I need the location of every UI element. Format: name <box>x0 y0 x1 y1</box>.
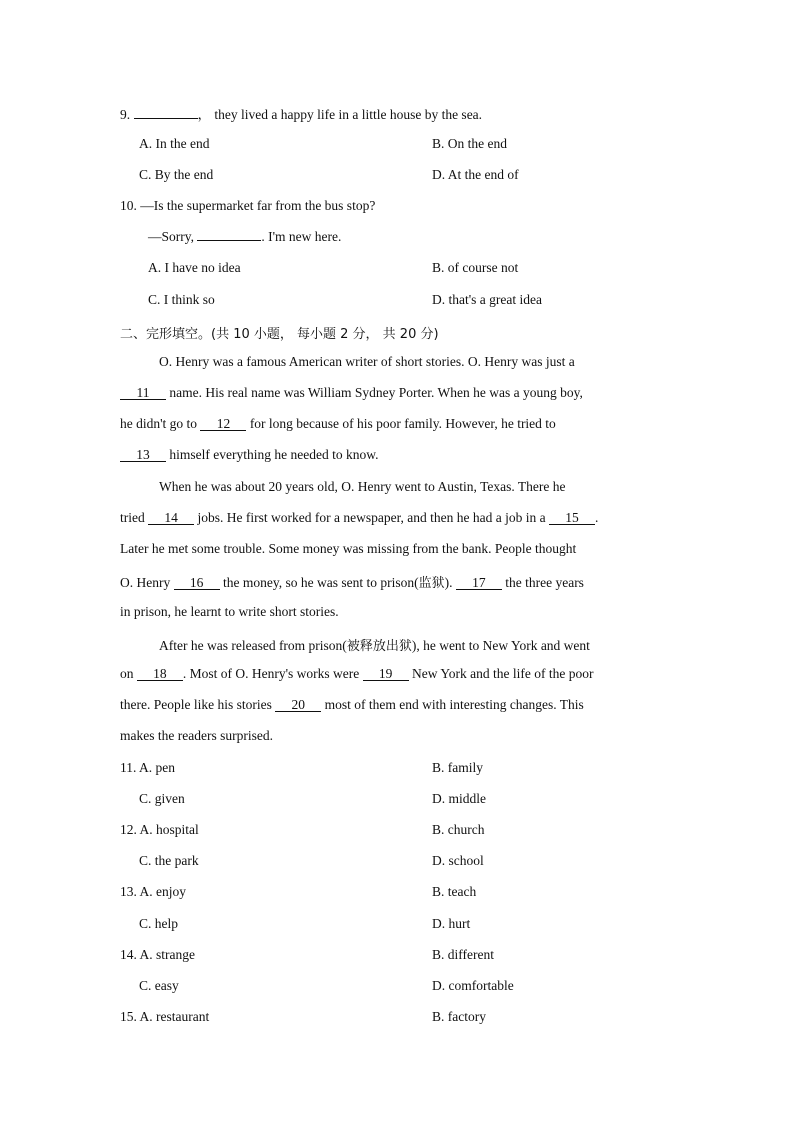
passage-text: 监狱 <box>418 576 445 591</box>
option-b: B. family <box>432 760 483 775</box>
cloze-blank: 16 <box>174 576 220 590</box>
passage-text: O. Henry <box>120 575 174 590</box>
option-a: A. pen <box>139 760 176 775</box>
question-10-stem <box>120 198 375 214</box>
passage-line <box>120 572 584 591</box>
question-text: ， they lived a happy life in a little house by the sea. <box>197 107 483 122</box>
option-c: C. easy <box>139 978 179 993</box>
option-row <box>120 947 195 963</box>
passage-line <box>120 697 584 713</box>
question-text: —Is the supermarket far from the bus stop? <box>140 198 376 213</box>
passage-line <box>159 635 590 654</box>
option-a: A. restaurant <box>139 1009 210 1024</box>
passage-line: When he was about 20 years old, O. Henry went to Austin, Texas. There he <box>159 479 566 494</box>
passage-line <box>120 385 583 401</box>
passage-text: the three years <box>501 575 584 590</box>
option-d: D. middle <box>432 791 486 806</box>
cloze-blank: 11 <box>120 386 166 400</box>
option-a: A. enjoy <box>139 884 187 899</box>
question-number: 13. <box>120 884 137 899</box>
passage-text: for long because of his poor family. However, he tried to <box>246 416 556 431</box>
option-d: D. comfortable <box>432 978 514 993</box>
passage-text: tried <box>120 510 149 525</box>
question-number: 14. <box>120 947 137 962</box>
question-number: 10. <box>120 198 137 213</box>
option-b: B. different <box>432 947 494 962</box>
option-b: B. factory <box>432 1009 486 1024</box>
cloze-blank: 14 <box>148 511 194 525</box>
cloze-blank: 20 <box>275 698 321 712</box>
option-row <box>120 760 175 776</box>
question-9-stem <box>120 103 482 123</box>
passage-line: O. Henry was a famous American writer of short stories. O. Henry was just a <box>159 354 575 369</box>
passage-text: there. People like his stories <box>120 697 276 712</box>
question-number: 15. <box>120 1009 137 1024</box>
passage-text: most of them end with interesting changes. This <box>321 697 584 712</box>
passage-text: . <box>594 510 599 525</box>
question-number: 12. <box>120 822 137 837</box>
option-a: A. In the end <box>139 136 210 151</box>
option-d: D. that's a great idea <box>432 292 543 307</box>
option-d: D. At the end of <box>432 167 519 182</box>
passage-line: in prison, he learnt to write short stories. <box>120 604 339 619</box>
option-c: C. the park <box>139 853 199 868</box>
passage-text: himself everything he needed to know. <box>166 447 379 462</box>
option-b: B. of course not <box>432 260 519 275</box>
option-c: C. I think so <box>148 292 215 307</box>
response-text: —Sorry, <box>148 229 194 244</box>
cloze-blank: 19 <box>363 667 409 681</box>
option-c: C. help <box>139 916 178 931</box>
passage-text: 被释放出狱 <box>346 639 412 654</box>
option-c: C. given <box>139 791 185 806</box>
option-row <box>120 822 199 838</box>
passage-text: New York and the life of the poor <box>408 666 594 681</box>
option-b: B. On the end <box>432 136 507 151</box>
response-text: . I'm new here. <box>261 229 342 244</box>
option-d: D. school <box>432 853 484 868</box>
passage-line <box>120 447 378 463</box>
passage-line: Later he met some trouble. Some money was missing from the bank. People thought <box>120 541 577 556</box>
cloze-blank: 12 <box>200 417 246 431</box>
option-b: B. church <box>432 822 485 837</box>
cloze-blank: 17 <box>456 576 502 590</box>
passage-text: he didn't go to <box>120 416 201 431</box>
passage-text: ), he went to New York and went <box>411 638 590 653</box>
passage-line <box>120 510 598 526</box>
question-number: 9. <box>120 107 131 122</box>
cloze-blank: 15 <box>549 511 595 525</box>
option-d: D. hurt <box>432 916 471 931</box>
question-number: 11. <box>120 760 137 775</box>
passage-line <box>120 416 556 432</box>
option-b: B. teach <box>432 884 477 899</box>
option-a: A. hospital <box>139 822 199 837</box>
passage-text: the money, so he was sent to prison( <box>219 575 419 590</box>
cloze-blank: 18 <box>137 667 183 681</box>
cloze-blank: 13 <box>120 448 166 462</box>
question-10-response <box>148 229 341 245</box>
passage-text: ). <box>444 575 456 590</box>
option-row <box>120 1009 209 1025</box>
option-a: A. I have no idea <box>148 260 241 275</box>
passage-line: makes the readers surprised. <box>120 728 273 743</box>
option-row <box>120 884 186 900</box>
option-c: C. By the end <box>139 167 214 182</box>
answer-blank <box>134 118 198 119</box>
passage-text: . Most of O. Henry's works were <box>182 666 363 681</box>
passage-text: on <box>120 666 137 681</box>
option-a: A. strange <box>139 947 195 962</box>
passage-line <box>120 666 594 682</box>
section-title: 二、完形填空。(共 10 小题， 每小题 2 分， 共 20 分) <box>120 327 439 342</box>
passage-text: jobs. He first worked for a newspaper, and then he had a job in a <box>194 510 549 525</box>
passage-text: After he was released from prison( <box>159 638 347 653</box>
passage-text: name. His real name was William Sydney Porter. When he was a young boy, <box>166 385 583 400</box>
answer-blank <box>197 240 261 241</box>
